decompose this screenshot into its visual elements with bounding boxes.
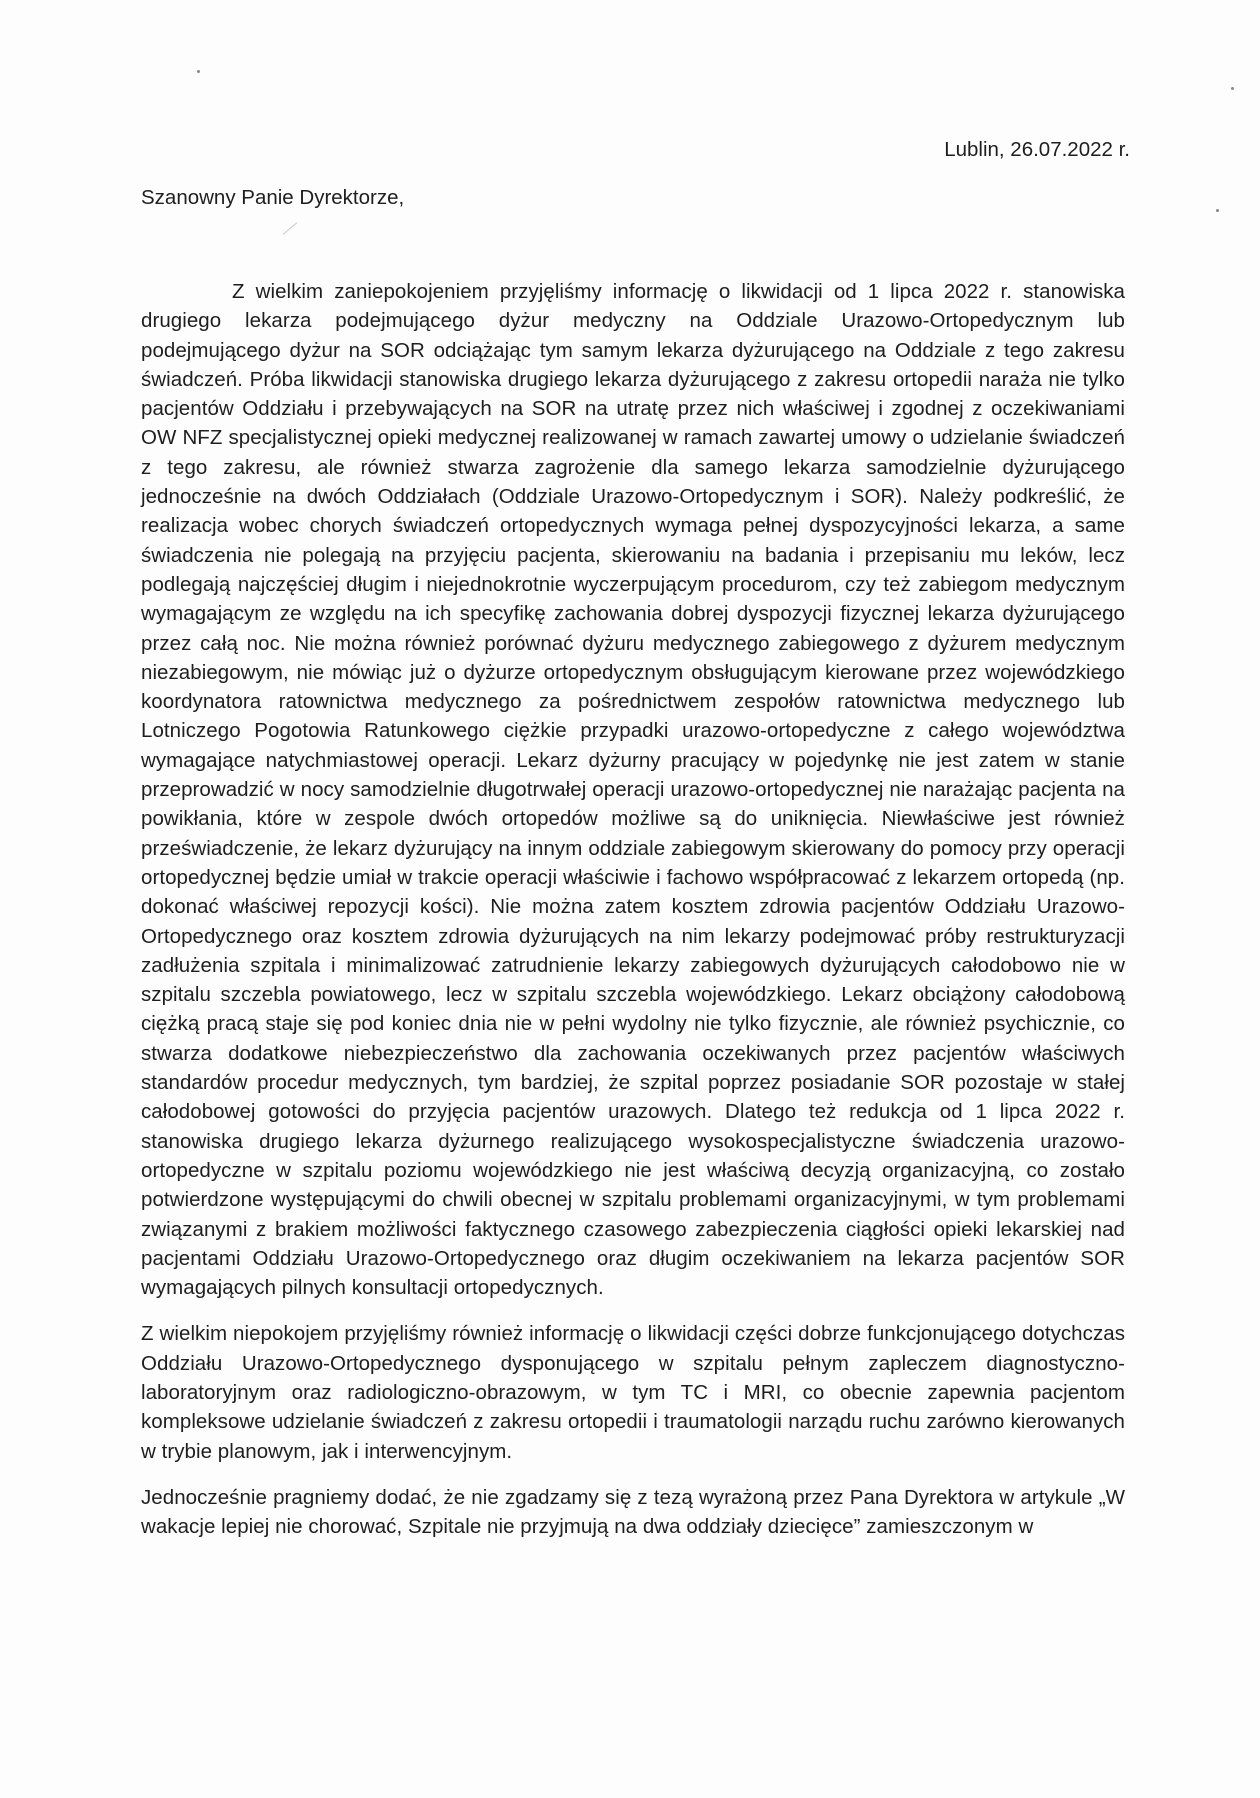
scan-speck xyxy=(197,70,200,73)
paragraph-night-duty: Z wielkim zaniepokojeniem przyjęliśmy informację o likwidacji od 1 lipca 2022 r. stanowiska drugiego lekarza podejmującego dyżur medyczny na Oddziale Urazowo-Ortopedycznym lub podejmującego dyżur na SOR odciążając tym samym lekarza dyżurującego na Oddziale z tego zakresu świadczeń. Próba likwidacji stanowiska drugiego lekarza dyżurującego z zakresu ortopedii naraża nie tylko pacjentów Oddziału i przebywających na SOR na utratę przez nich właściwej i zgodnej z oczekiwaniami OW NFZ specjalistycznej opieki medycznej realizowanej w ramach zawartej umowy o udzielanie świadczeń z tego zakresu, ale również stwarza zagrożenie dla samego lekarza samodzielnie dyżurującego jednocześnie na dwóch Oddziałach (Oddziale Urazowo-Ortopedycznym i SOR). Należy podkreślić, że realizacja wobec chorych świadczeń ortopedycznych wymaga pełnej dyspozycyjności lekarza, a same świadczenia nie polegają na przyjęciu pacjenta, skierowaniu na badania i przepisaniu mu leków, lecz podlegają najczęściej długim i niejednokrotnie wyczerpującym procedurom, czy też zabiegom medycznym wymagającym ze względu na ich specyfikę zachowania dobrej dyspozycji fizycznej lekarza dyżurującego przez całą noc. Nie można również porównać dyżuru medycznego zabiegowego z dyżurem medycznym niezabiegowym, nie mówiąc już o dyżurze ortopedycznym obsługującym kierowane przez wojewódzkiego koordynatora ratownictwa medycznego za pośrednictwem zespołów ratownictwa medycznego lub Lotniczego Pogotowia Ratunkowego ciężkie przypadki urazowo-ortopedyczne z całego województwa wymagające natychmiastowej operacji. Lekarz dyżurny pracujący w pojedynkę nie jest zatem w stanie przeprowadzić w nocy samodzielnie długotrwałej operacji urazowo-ortopedycznej nie narażając pacjenta na powikłania, które w zespole dwóch ortopedów możliwe są do uniknięcia. Niewłaściwe jest również przeświadczenie, że lekarz dyżurujący na innym oddziale zabiegowym skierowany do pomocy przy operacji ortopedycznej będzie umiał w trakcie operacji właściwie i fachowo współpracować z lekarzem ortopedą (np. dokonać właściwej repozycji kości). Nie można zatem kosztem zdrowia pacjentów Oddziału Urazowo-Ortopedycznego oraz kosztem zdrowia dyżurujących na nim lekarzy podejmować próby restrukturyzacji zadłużenia szpitala i minimalizować zatrudnienie lekarzy zabiegowych dyżurujących całodobowo nie w szpitalu szczebla powiatowego, lecz w szpitalu szczebla wojewódzkiego. Lekarz obciążony całodobową ciężką pracą staje się pod koniec dnia nie w pełni wydolny nie tylko fizycznie, ale również psychicznie, co stwarza dodatkowe niebezpieczeństwo dla zachowania oczekiwanych przez pacjentów właściwych standardów procedur medycznych, tym bardziej, że szpital poprzez posiadanie SOR pozostaje w stałej całodobowej gotowości do przyjęcia pacjentów urazowych. Dlatego też redukcja od 1 lipca 2022 r. stanowiska drugiego lekarza dyżurnego realizującego wysokospecjalistyczne świadczenia urazowo-ortopedyczne w szpitalu poziomu wojewódzkiego nie jest właściwą decyzją organizacyjną, co zostało potwierdzone występującymi do chwili obecnej w szpitalu problemami organizacyjnymi, w tym problemami związanymi z brakiem możliwości faktycznego czasowego zabezpieczenia ciągłości opieki lekarskiej nad pacjentami Oddziału Urazowo-Ortopedycznego oraz długim oczekiwaniem na lekarza pacjentów SOR wymagających pilnych konsultacji ortopedycznych. xyxy=(141,280,1125,1300)
letter-date: Lublin, 26.07.2022 r. xyxy=(944,138,1130,161)
scan-speck xyxy=(1231,87,1234,90)
letter-body xyxy=(141,277,1125,1558)
scan-mark xyxy=(283,222,297,234)
paragraph-article-disagreement: Jednocześnie pragniemy dodać, że nie zgadzamy się z tezą wyrażoną przez Pana Dyrektora w artykule „W wakacje lepiej nie chorować, Szpitale nie przyjmują na dwa oddziały dziecięce” zamieszczonym w xyxy=(141,1485,1125,1539)
scan-speck xyxy=(1216,209,1219,212)
letter-salutation: Szanowny Panie Dyrektorze, xyxy=(141,186,405,209)
paragraph-ward-liquidation: Z wielkim niepokojem przyjęliśmy również informację o likwidacji części dobrze funkcjonującego dotychczas Oddziału Urazowo-Ortopedycznego dysponującego w szpitalu pełnym zapleczem diagnostyczno-laboratoryjnym oraz radiologiczno-obrazowym, w tym TC i MRI, co obecnie zapewnia pacjentom kompleksowe udzielanie świadczeń z zakresu ortopedii i traumatologii narządu ruchu zarówno kierowanych w trybie planowym, jak i interwencyjnym. xyxy=(141,1322,1125,1463)
